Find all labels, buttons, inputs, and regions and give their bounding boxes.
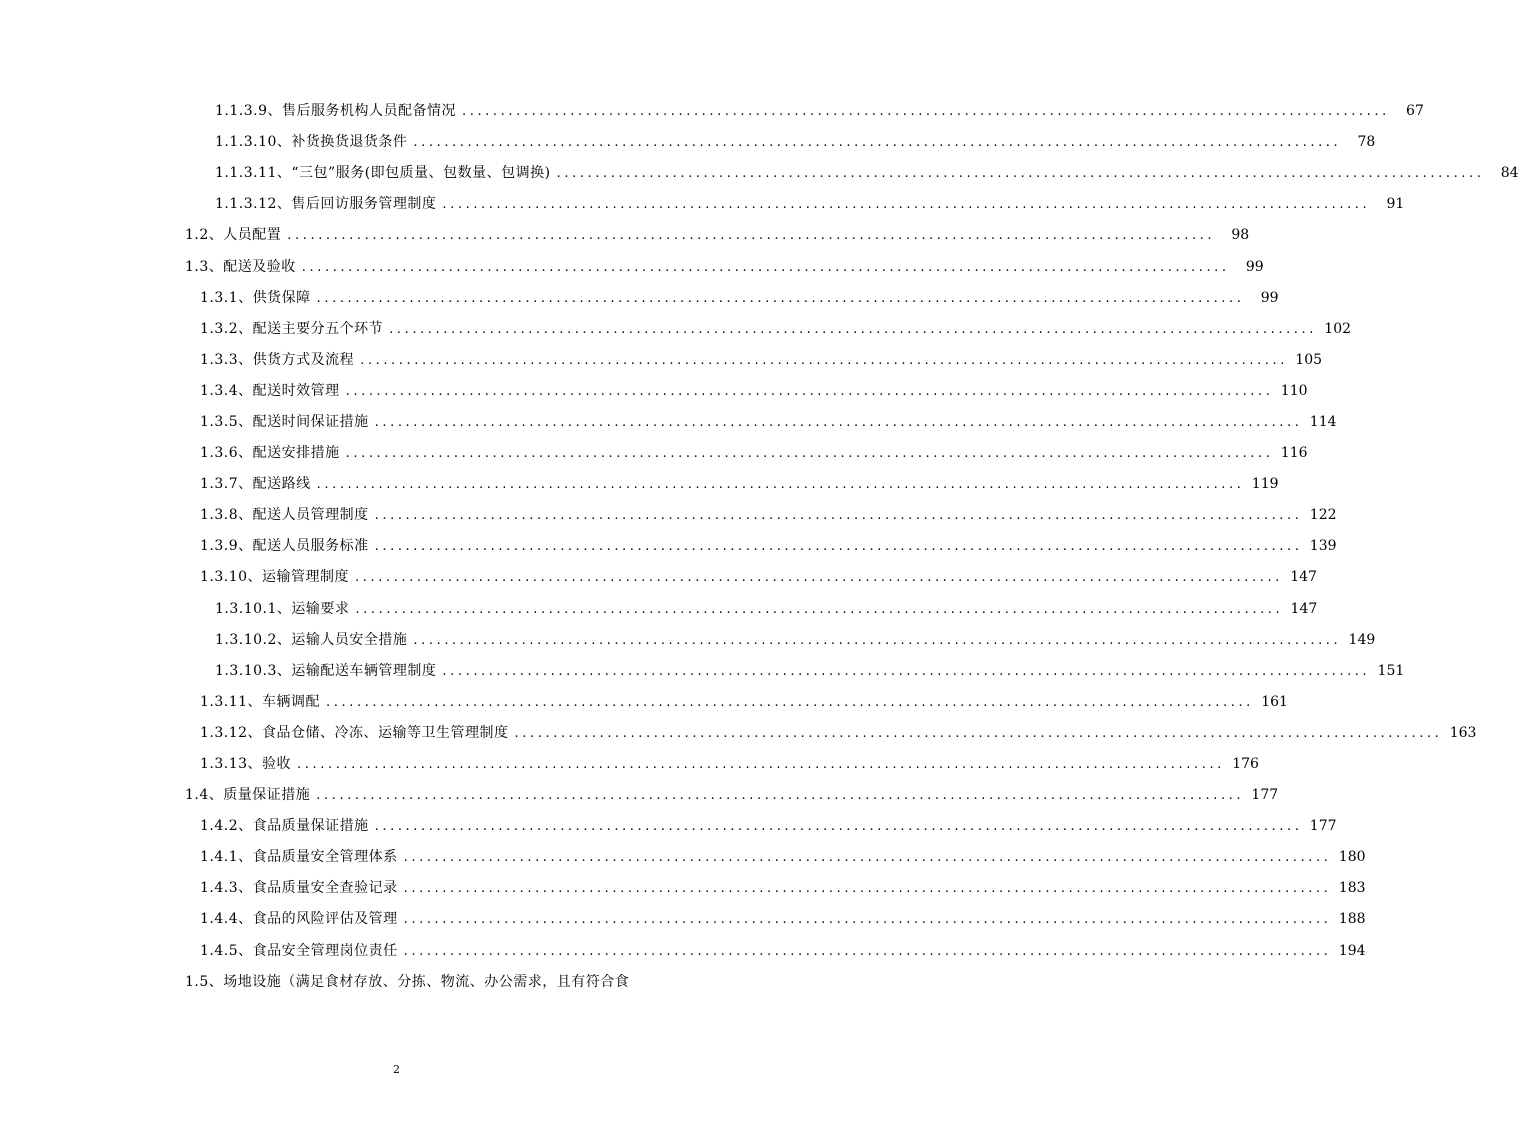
toc-entry-title: 1.3.6、配送安排措施 [200, 438, 342, 469]
dot-leader: ........................................................................................................................ [326, 694, 1254, 710]
toc-entry-title: 1.4.5、食品安全管理岗位责任 [200, 936, 400, 967]
dot-leader: ........................................................................................................................ [403, 881, 1332, 897]
dot-leader: ........................................................................................................................ [403, 912, 1332, 928]
toc-entry[interactable] [0, 873, 1366, 904]
toc-entry-title: 1.5、场地设施（满足食材存放、分拣、物流、办公需求，且有符合食 [185, 967, 629, 998]
toc-entry-title: 1.4.1、食品质量安全管理体系 [200, 842, 400, 873]
toc-entry-page-number: 149 [1348, 631, 1376, 648]
toc-entry[interactable] [0, 314, 1352, 345]
toc-entry[interactable] [0, 625, 1376, 656]
toc-entry-title: 1.3.4、配送时效管理 [200, 376, 342, 407]
dot-leader: ........................................................................................................................ [297, 757, 1225, 773]
toc-entry-title: 1.4.2、食品质量保证措施 [200, 811, 371, 842]
toc-entry-page-number: 161 [1261, 693, 1288, 710]
toc-entry-title: 1.1.3.9、售后服务机构人员配备情况 [215, 96, 458, 127]
toc-entry[interactable] [0, 749, 1259, 780]
toc-entry-page-number: 177 [1251, 787, 1279, 804]
toc-entry-page-number: 99 [1245, 258, 1264, 275]
toc-entry-page-number: 99 [1260, 289, 1279, 306]
toc-entry-title: 1.1.3.10、补货换货退货条件 [215, 127, 409, 158]
toc-entry[interactable] [0, 158, 1519, 189]
toc-entry-page-number: 188 [1338, 911, 1366, 928]
toc-entry-title: 1.3.8、配送人员管理制度 [200, 500, 371, 531]
toc-entry-title: 1.3.10.3、运输配送车辆管理制度 [215, 656, 438, 687]
toc-entry[interactable] [0, 376, 1308, 407]
dot-leader: ........................................................................................................................ [360, 352, 1289, 368]
toc-entry[interactable] [0, 500, 1337, 531]
toc-entry-page-number: 147 [1290, 600, 1318, 617]
toc-entry[interactable] [0, 718, 1477, 749]
toc-entry[interactable] [0, 842, 1366, 873]
toc-entry[interactable] [0, 811, 1337, 842]
toc-entry-title: 1.3.10.2、运输人员安全措施 [215, 625, 409, 656]
dot-leader: ........................................................................................................................ [374, 819, 1303, 835]
toc-entry-page-number: 180 [1338, 849, 1366, 866]
toc-entry[interactable] [0, 936, 1366, 967]
toc-entry-page-number: 147 [1290, 569, 1317, 586]
toc-entry-title: 1.3、配送及验收 [185, 252, 298, 283]
toc-entry-title: 1.3.10、运输管理制度 [200, 562, 351, 593]
toc-entry[interactable] [0, 469, 1279, 500]
toc-entry[interactable] [0, 904, 1366, 935]
dot-leader: ........................................................................................................................ [355, 601, 1284, 617]
dot-leader: ........................................................................................................................ [345, 446, 1274, 462]
toc-entry-title: 1.3.11、车辆调配 [200, 687, 322, 718]
toc-entry[interactable] [0, 345, 1323, 376]
toc-entry-page-number: 163 [1449, 724, 1477, 741]
dot-leader: ........................................................................................................................ [287, 228, 1216, 244]
toc-entry-page-number: 151 [1377, 662, 1405, 679]
dot-leader: ........................................................................................................................ [316, 788, 1245, 804]
toc-entry-page-number: 78 [1357, 134, 1376, 151]
dot-leader: ........................................................................................................................ [316, 477, 1245, 493]
dot-leader: ........................................................................................................................ [413, 135, 1342, 151]
toc-entry-title: 1.3.5、配送时间保证措施 [200, 407, 371, 438]
toc-entry-page-number: 177 [1309, 818, 1337, 835]
toc-entry-title: 1.3.3、供货方式及流程 [200, 345, 356, 376]
toc-entry[interactable] [0, 96, 1424, 127]
toc-entry-page-number: 114 [1309, 413, 1337, 430]
toc-entry[interactable] [0, 531, 1337, 562]
dot-leader: ........................................................................................................................ [374, 508, 1303, 524]
toc-entry[interactable] [0, 127, 1376, 158]
toc-entry-page-number: 110 [1280, 382, 1308, 399]
toc-entry[interactable] [0, 687, 1288, 718]
dot-leader: ........................................................................................................................ [316, 290, 1245, 306]
toc-entry[interactable] [0, 283, 1279, 314]
toc-entry[interactable] [0, 594, 1318, 625]
toc-entry-title: 1.3.9、配送人员服务标准 [200, 531, 371, 562]
toc-entry-title: 1.3.7、配送路线 [200, 469, 313, 500]
dot-leader: ........................................................................................................................ [461, 104, 1390, 120]
dot-leader: ........................................................................................................................ [442, 663, 1371, 679]
toc-entry-page-number: 84 [1500, 165, 1519, 182]
toc-entry-page-number: 67 [1406, 103, 1424, 120]
dot-leader: ........................................................................................................................ [442, 197, 1371, 213]
toc-entry-page-number: 122 [1309, 507, 1337, 524]
toc-entry-title: 1.2、人员配置 [185, 220, 283, 251]
page-number: 2 [393, 1063, 400, 1076]
toc-entry[interactable] [0, 967, 793, 998]
toc-entry-page-number: 194 [1338, 942, 1366, 959]
dot-leader: ........................................................................................................................ [374, 414, 1303, 430]
toc-entry-page-number: 98 [1231, 227, 1250, 244]
toc-entry-page-number: 105 [1295, 351, 1323, 368]
toc-entry-title: 1.1.3.11、“三包”服务(即包质量、包数量、包调换) [215, 158, 553, 189]
toc-entry-title: 1.3.10.1、运输要求 [215, 594, 351, 625]
toc-entry-title: 1.3.1、供货保障 [200, 283, 313, 314]
dot-leader: ........................................................................................................................ [556, 166, 1485, 182]
toc-entry[interactable] [0, 562, 1317, 593]
dot-leader: ........................................................................................................................ [403, 943, 1332, 959]
toc-entry-title: 1.1.3.12、售后回访服务管理制度 [215, 189, 438, 220]
toc-entry-title: 1.3.12、食品仓储、冷冻、运输等卫生管理制度 [200, 718, 511, 749]
toc-entry[interactable] [0, 780, 1279, 811]
toc-entry[interactable] [0, 407, 1337, 438]
toc-entry[interactable] [0, 656, 1405, 687]
dot-leader: ........................................................................................................................ [413, 632, 1342, 648]
dot-leader: ........................................................................................................................ [355, 570, 1283, 586]
toc-entry-title: 1.3.13、验收 [200, 749, 293, 780]
toc-entry-page-number: 139 [1309, 538, 1337, 555]
toc-entry-page-number: 183 [1338, 880, 1366, 897]
toc-entry[interactable] [0, 251, 1264, 282]
toc-entry-page-number: 102 [1324, 320, 1352, 337]
toc-entry-page-number: 116 [1280, 445, 1308, 462]
toc-entry-title: 1.4、质量保证措施 [185, 780, 312, 811]
toc-entry-page-number: 176 [1232, 756, 1259, 773]
toc-entry[interactable] [0, 189, 1405, 220]
toc-entry[interactable] [0, 220, 1250, 251]
toc-entry-title: 1.4.4、食品的风险评估及管理 [200, 904, 400, 935]
toc-entry-title: 1.4.3、食品质量安全查验记录 [200, 873, 400, 904]
dot-leader: ........................................................................................................................ [374, 539, 1303, 555]
toc-entry-page-number: 91 [1386, 196, 1405, 213]
toc-entry-title: 1.3.2、配送主要分五个环节 [200, 314, 385, 345]
dot-leader: ........................................................................................................................ [345, 383, 1274, 399]
table-of-contents [0, 96, 1519, 998]
dot-leader: ........................................................................................................................ [301, 259, 1230, 275]
toc-entry-page-number: 119 [1251, 476, 1279, 493]
toc-entry[interactable] [0, 438, 1308, 469]
dot-leader: ........................................................................................................................ [389, 321, 1318, 337]
dot-leader: ........................................................................................................................ [403, 850, 1332, 866]
dot-leader: ........................................................................................................................ [514, 725, 1443, 741]
